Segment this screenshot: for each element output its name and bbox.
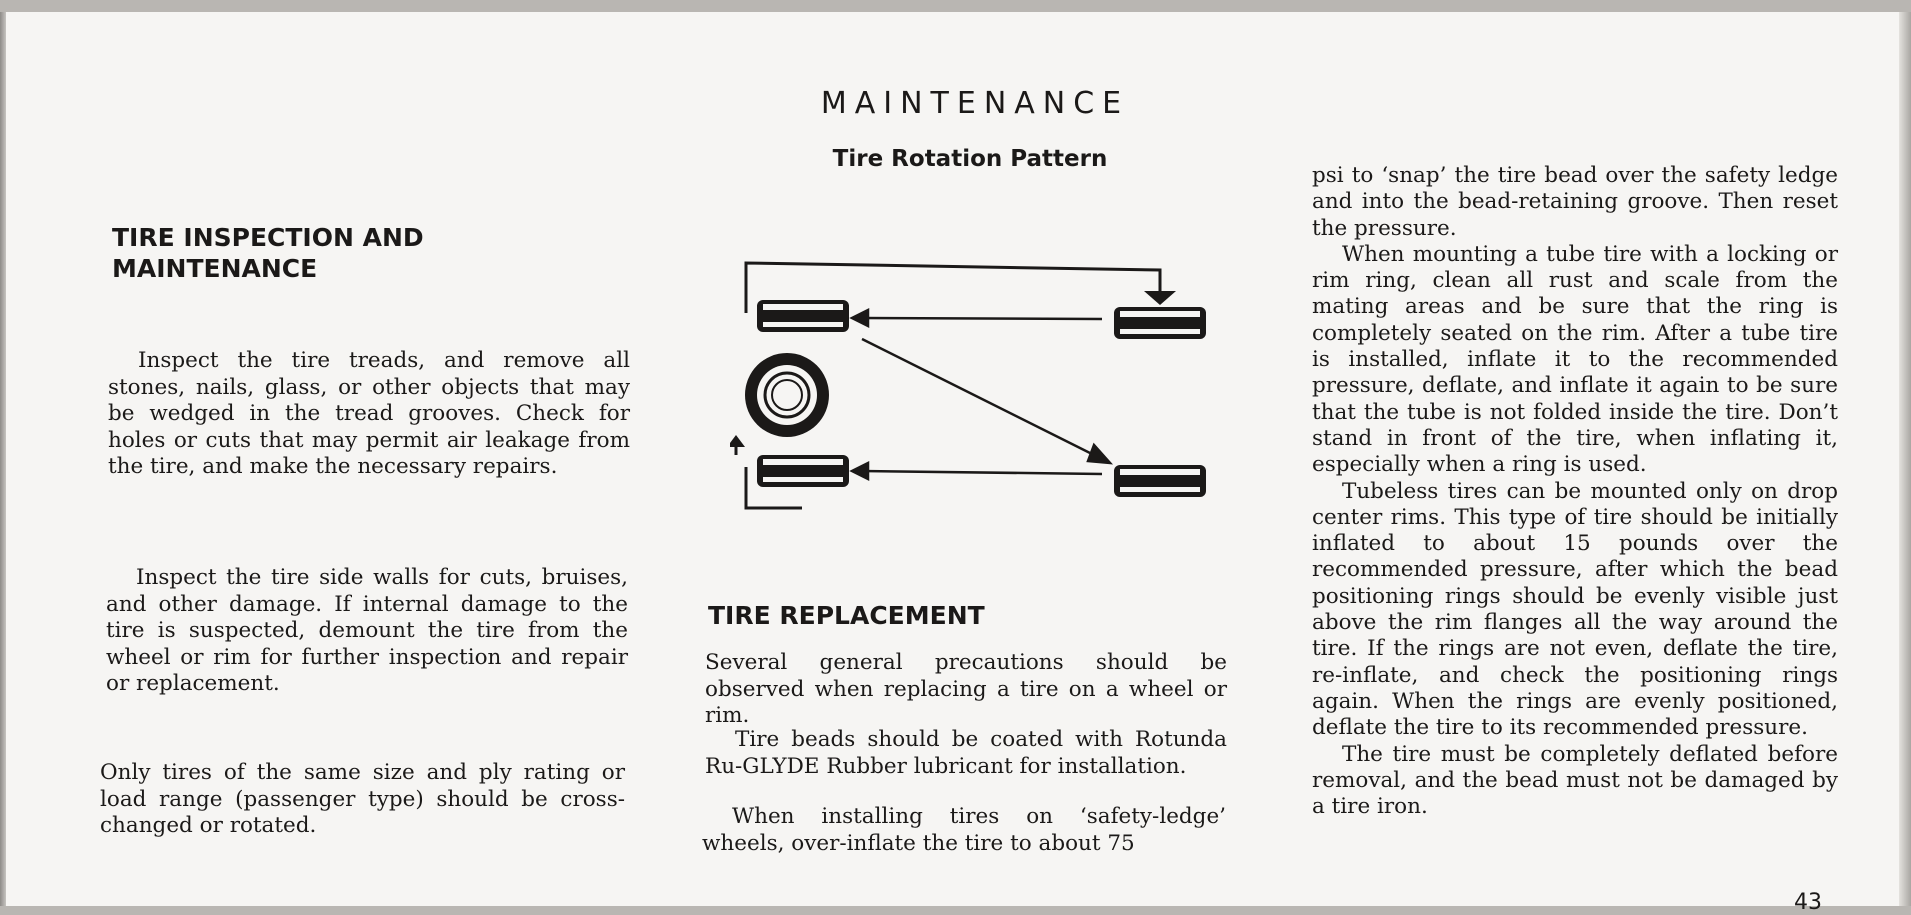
front-left-tire xyxy=(757,300,849,332)
middle-paragraph-1: Several general precautions should be observed when replacing a tire on a wheel or rim. xyxy=(705,650,1227,728)
right-paragraph-4: The tire must be completely deflated before removal, and the bead must not be damaged by a tire iron. xyxy=(1312,741,1838,820)
right-paragraph-2: When mounting a tube tire with a locking or rim ring, clean all rust and scale from the mating areas and be sure that the ring is completely seated on the rim. After a tube tire is installed, inflate it to the recommended pressure, deflate, and inflate it again to be sure that the tube is not folded inside the tire. Don’t stand in front of the tire, when inflating it, especially when a ring is used. xyxy=(1312,241,1838,478)
right-column-text xyxy=(1312,163,1838,820)
rear-left-tire xyxy=(757,455,849,487)
right-paragraph-1: psi to ‘snap’ the tire bead over the safety ledge and into the bead-retaining groove. Then reset the pressure. xyxy=(1312,163,1838,241)
tire-rotation-diagram xyxy=(730,255,1230,525)
middle-paragraph-2: Tire beads should be coated with Rotunda Ru-GLYDE Rubber lubricant for installation. xyxy=(705,727,1227,779)
front-right-tire xyxy=(1114,307,1206,339)
left-paragraph-2: Inspect the tire side walls for cuts, bruises, and other damage. If internal damage to the tire is suspected, demount the tire from the wheel or rim for further inspection and repair or replacement. xyxy=(106,565,628,696)
transfer-arrows xyxy=(852,310,1110,479)
right-paragraph-3: Tubeless tires can be mounted only on drop center rims. This type of tire should be initially inflated to about 15 pounds over the recommended pressure, after which the bead positioning rings should be evenly visible just above the rim flanges all the way around the tire. If the rings are not even, deflate the tire, re-inflate, and check the positioning rings again. When the rings are evenly positioned, deflate the tire to its recommended pressure. xyxy=(1312,478,1838,741)
figure-title: Tire Rotation Pattern xyxy=(832,146,1108,172)
tire-replacement-heading: TIRE REPLACEMENT xyxy=(708,601,985,630)
page-number: 43 xyxy=(1794,890,1822,915)
section-running-head: MAINTENANCE xyxy=(820,86,1130,121)
tire-inspection-heading: TIRE INSPECTION AND MAINTENANCE xyxy=(112,223,424,283)
middle-paragraph-3: When installing tires on ‘safety-ledge’ wheels, over-inflate the tire to about 75 xyxy=(702,804,1226,856)
spare-tire xyxy=(745,353,829,437)
left-paragraph-3: Only tires of the same size and ply rating or load range (passenger type) should be cross-changed or rotated. xyxy=(100,760,625,838)
page-edge-shadow xyxy=(1899,12,1911,906)
left-paragraph-1: Inspect the tire treads, and remove all stones, nails, glass, or other objects that may be wedged in the tread grooves. Check for holes or cuts that may permit air leakage from the tire, and make the necessary repairs. xyxy=(108,348,630,479)
rear-right-tire xyxy=(1114,465,1206,497)
